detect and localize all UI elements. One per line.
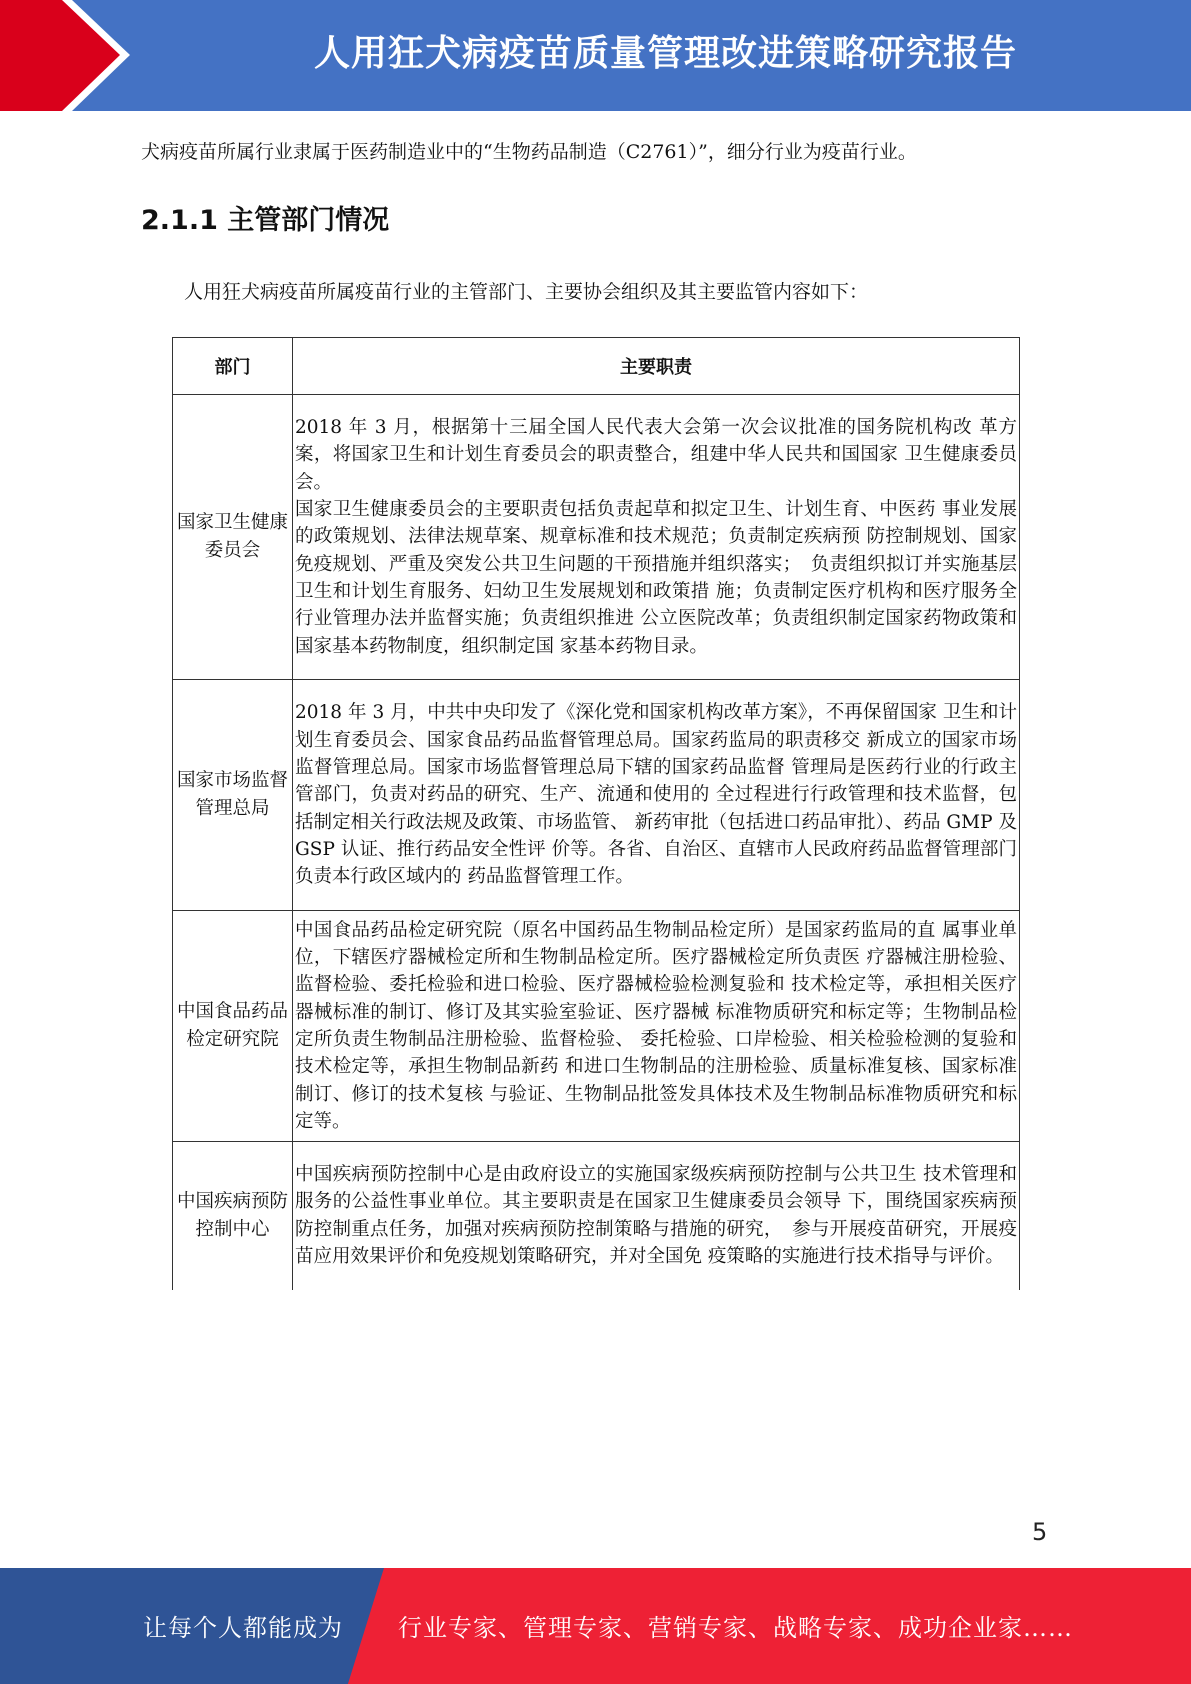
column-header-department: 部门 [173,338,293,395]
duty-cell [293,911,1020,1142]
department-cell: 中国疾病预防控制中心 [173,1142,293,1290]
header-chevron-logo [0,0,160,111]
department-cell: 国家市场监督管理总局 [173,680,293,911]
section-heading: 2.1.1 主管部门情况 [141,205,390,236]
duty-cell [293,680,1020,911]
page-footer [0,1568,1191,1684]
intro-paragraph: 犬病疫苗所属行业隶属于医药制造业中的“生物药品制造（C2761）”，细分行业为疫苗行业。 [141,141,917,163]
duty-cell [293,1142,1020,1290]
report-title: 人用狂犬病疫苗质量管理改进策略研究报告 [313,33,1017,74]
page-header [0,0,1191,111]
department-cell: 中国食品药品检定研究院 [173,911,293,1142]
footer-slogan-right: 行业专家、管理专家、营销专家、战略专家、成功企业家…… [398,1614,1073,1642]
duty-text: 中国食品药品检定研究院（原名中国药品生物制品检定所）是国家药监局的直 属事业单位，下辖医疗器械检定所和生物制品检定所。医疗器械检定所负责医 疗器械注册检验、监督检验、委托检验和进口检验、医疗器械检验检测复验和 技术检定等，承担相关医疗器械标准的制订、修订及其实验室验证、医疗器械 标准物质研究和标定等；生物制品检定所负责生物制品注册检验、监督检验、 委托检验、口岸检验、相关检验检测的复验和技术检定等，承担生物制品新药 和进口生物制品的注册检验、质量标准复核、国家标准制订、修订的技术复核 与验证、生物制品批签发具体技术及生物制品标准物质研究和标定等。 [295,919,1017,1132]
department-cell: 国家卫生健康委员会 [173,395,293,680]
duty-cell [293,395,1020,680]
table-row [173,911,1020,1142]
duty-text: 2018 年 3 月，中共中央印发了《深化党和国家机构改革方案》，不再保留国家 卫生和计划生育委员会、国家食品药品监督管理总局。国家药监局的职责移交 新成立的国家市场监督管理总局。国家市场监督管理总局下辖的国家药品监督 管理局是医药行业的行政主管部门，负责对药品的研究、生产、流通和使用的 全过程进行行政管理和技术监督，包括制定相关行政法规及政策、市场监管、 新药审批（包括进口药品审批）、药品 GMP 及 GSP 认证、推行药品安全性评 价等。各省、自治区、直辖市人民政府药品监督管理部门负责本行政区域内的 药品监督管理工作。 [295,702,1017,888]
footer-slogan-left: 让每个人都能成为 [143,1614,343,1642]
column-header-duties: 主要职责 [293,338,1020,395]
duty-text: 2018 年 3 月，根据第十三届全国人民代表大会第一次会议批准的国务院机构改 革方案，将国家卫生和计划生育委员会的职责整合，组建中华人民共和国国家 卫生健康委员会。 国家卫生健康委员会的主要职责包括负责起草和拟定卫生、计划生育、中医药 事业发展的政策规划、法律法规草案、规章标准和技术规范；负责制定疾病预 防控制规划、国家免疫规划、严重及突发公共卫生问题的干预措施并组织落实； 负责组织拟订并实施基层卫生和计划生育服务、妇幼卫生发展规划和政策措 施；负责制定医疗机构和医疗服务全行业管理办法并监督实施；负责组织推进 公立医院改革；负责组织制定国家药物政策和国家基本药物制度，组织制定国 家基本药物目录。 [295,417,1017,657]
page-number: 5 [1032,1518,1048,1546]
table-row [173,1142,1020,1290]
lead-paragraph: 人用狂犬病疫苗所属疫苗行业的主管部门、主要协会组织及其主要监管内容如下： [184,281,869,303]
table-row [173,680,1020,911]
department-duties-table [172,337,1020,1290]
duty-text: 中国疾病预防控制中心是由政府设立的实施国家级疾病预防控制与公共卫生 技术管理和服务的公益性事业单位。其主要职责是在国家卫生健康委员会领导 下，围绕国家疾病预防控制重点任务，加强对疾病预防控制策略与措施的研究， 参与开展疫苗研究，开展疫苗应用效果评价和免疫规划策略研究，并对全国免 疫策略的实施进行技术指导与评价。 [295,1164,1017,1268]
table-header-row [173,338,1020,395]
table-row [173,395,1020,680]
